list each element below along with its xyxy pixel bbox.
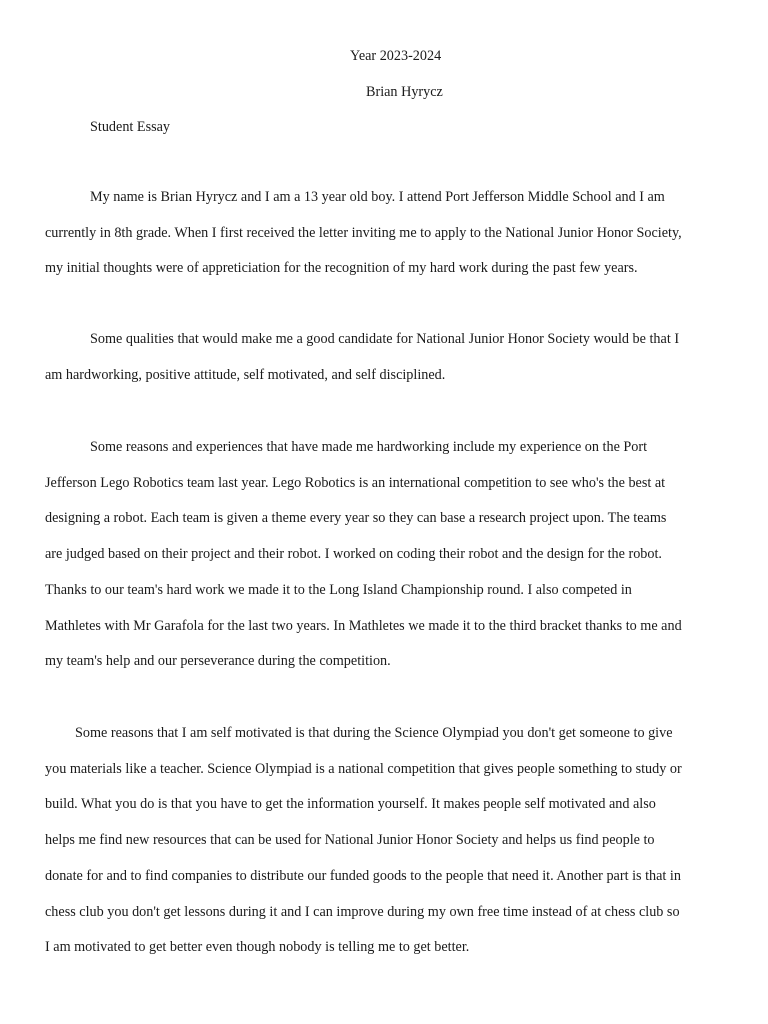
text-line: Some reasons that I am self motivated is that during the Science Olympiad you don't get someone to give xyxy=(75,725,673,741)
author-name: Brian Hyrycz xyxy=(366,84,443,100)
text-line: chess club you don't get lessons during it and I can improve during my own free time instead of at chess club so xyxy=(45,903,680,920)
text-line: Jefferson Lego Robotics team last year. Lego Robotics is an international competition to see who's the best at xyxy=(45,474,666,491)
text-line: helps me find new resources that can be used for National Junior Honor Society and helps us find people to xyxy=(45,832,655,849)
paragraph-qualities xyxy=(45,322,725,393)
text-line: my initial thoughts were of appreticiation for the recognition of my hard work during the past few years. xyxy=(45,260,638,277)
text-line: build. What you do is that you have to get the information yourself. It makes people self motivated and also xyxy=(45,796,656,813)
text-line: you materials like a teacher. Science Olympiad is a national competition that gives people something to study or xyxy=(45,760,682,777)
text-line: I am motivated to get better even though nobody is telling me to get better. xyxy=(45,939,470,956)
text-line: Thanks to our team's hard work we made it to the Long Island Championship round. I also competed in xyxy=(45,581,632,598)
paragraph-intro xyxy=(45,180,725,287)
text-line: am hardworking, positive attitude, self motivated, and self disciplined. xyxy=(45,366,446,383)
year-heading: Year 2023-2024 xyxy=(350,48,442,64)
paragraph-hardworking xyxy=(45,430,725,680)
text-line: designing a robot. Each team is given a theme every year so they can base a research project upon. The teams xyxy=(45,510,667,527)
text-line: Mathletes with Mr Garafola for the last two years. In Mathletes we made it to the third bracket thanks to me and xyxy=(45,617,682,634)
text-line: my team's help and our perseverance during the competition. xyxy=(45,653,391,670)
text-line: Some reasons and experiences that have made me hardworking include my experience on the Port xyxy=(90,439,648,455)
text-line: currently in 8th grade. When I first received the letter inviting me to apply to the National Junior Honor Society, xyxy=(45,224,682,241)
text-line: My name is Brian Hyrycz and I am a 13 year old boy. I attend Port Jefferson Middle School and I am xyxy=(90,189,665,205)
text-line: Some qualities that would make me a good candidate for National Junior Honor Society would be that I xyxy=(90,331,680,347)
paragraph-self-motivated xyxy=(45,716,725,966)
essay-label: Student Essay xyxy=(90,119,170,135)
text-line: donate for and to find companies to distribute our funded goods to the people that need it. Another part is that in xyxy=(45,867,681,884)
text-line: are judged based on their project and their robot. I worked on coding their robot and the design for the robot. xyxy=(45,546,662,563)
